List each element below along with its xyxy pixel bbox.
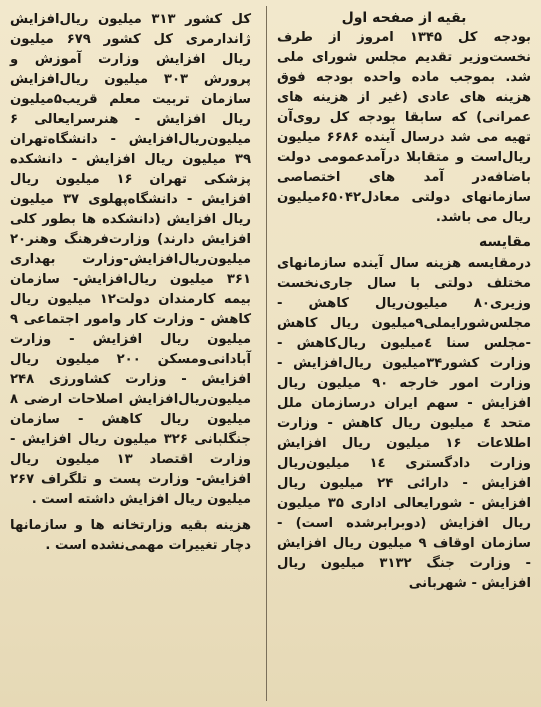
budget-intro-paragraph: بودجه کل ۱۳۴۵ امروز از طرف نخست‌وزیر تقدیم مجلس شورای ملی شد. بموجب ماده واحده بودجه فوق هزینه های عادی (غیر از هزینه های عمرانی) که سابقا بودجه کل روی‌آن تهیه می شد درسال آینده ۶۶۸۶ میلیون ریال‌است و متقابلا درآمدعمومی دولت باضافه‌در آمد های اختصاصی سازمانهای دولتی معادل۶۵۰۴۲میلیون ریال می باشد.: [277, 30, 531, 225]
continuation-heading: بقیه از صفحه اول: [341, 10, 467, 26]
right-column: [269, 0, 537, 707]
comparison-subheading: مقایسه: [479, 234, 531, 250]
ministries-changes-paragraph: کل کشور ۳۱۳ میلیون ریال‌افزایش ژاندارمری کل کشور ۶۷۹ میلیون ریال افزایش وزارت آموزش و پرورش ۳۰۳ میلیون ریال‌افزایش سازمان تربیت معلم قریب۵میلیون ریال افزایش - هنرسرایعالی ۶ میلیون‌ریال‌افزایش - دانشگاه‌تهران ۳۹ میلیون ریال افزایش - دانشکده پزشکی تهران ۱۶ میلیون ریال افزایش - دانشگاه‌پهلوی ۳۷ میلیون ریال افزایش (دانشکده ها بطور کلی افزایش دارند) وزارت‌فرهنگ وهنر۲۰ میلیون‌ریال‌افزایش‌-وزارت بهداری ۳۶۱ میلیون ریال‌افزایش- سازمان بیمه کارمندان دولت۱۲ میلیون ریال کاهش - وزارت کار وامور اجتماعی ۹ میلیون ریال افزایش - وزارت آبادانی‌ومسکن ۲۰۰ میلیون ریال افزایش - وزارت کشاورزی ۲۴۸ میلیون‌ریال‌افزایش اصلاحات ارضی ۸ میلیون ریال کاهش - سازمان جنگلبانی ۳۲۶ میلیون ریال افزایش - وزارت اقتصاد ۱۳ میلیون ریال افزایش- وزارت پست و تلگراف ۲۶۷ میلیون ریال افزایش داشته است .: [10, 12, 252, 507]
closing-paragraph: هزینه بقیه وزارتخانه ها و سازمانها دچار تغییرات مهمی‌نشده است .: [10, 518, 251, 553]
comparison-paragraph: درمقایسه هزینه سال آینده سازمانهای مختلف دولتی با سال جاری‌نخست وزیری۸۰ میلیون‌ریال کاهش - مجلس‌شورایملی۹میلیون ریال کاهش -مجلس سنا ٤میلیون ریال‌کاهش - وزارت کشور۳۴میلیون ریال‌افزایش - وزارت امور خارجه ۹۰ میلیون ریال افزایش - سهم ایران درسازمان ملل متحد ٤ میلیون ریال کاهش - وزارت اطلاعات ۱۶ میلیون ریال افزایش وزارت دادگستری ١٤ میلیون‌ریال افزایش - دارائی ۲۴ میلیون ریال افزایش - شورایعالی اداری ۳۵ میلیون ریال افزایش (دوبرابرشده است) - سازمان اوقاف ۹ میلیون ریال افزایش - وزارت جنگ ۳۱۳۲ میلیون ریال افزایش - شهربانی: [277, 256, 532, 591]
column-divider: [266, 6, 267, 701]
left-column: [4, 0, 259, 707]
